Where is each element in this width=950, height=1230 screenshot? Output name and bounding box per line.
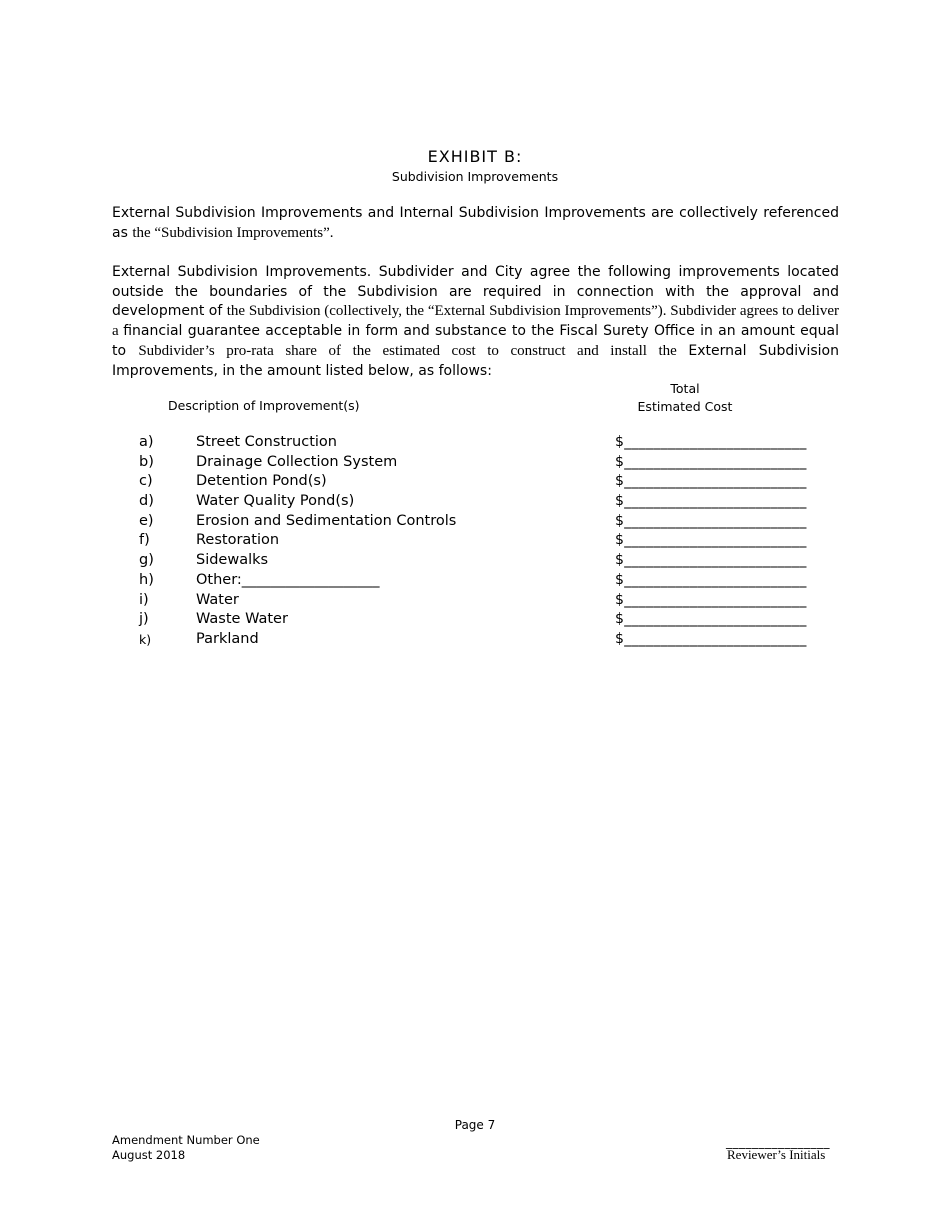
total-header-line2: Estimated Cost xyxy=(637,399,733,414)
item-letter: d) xyxy=(139,493,154,510)
item-description: Waste Water xyxy=(196,611,288,628)
item-description: Street Construction xyxy=(196,434,337,450)
cost-blank[interactable]: $_________________________ xyxy=(615,512,807,529)
intro-text: External Subdivision Improvements and Internal Subdivision Improvements are collectively referenced as xyxy=(112,205,839,241)
footer-date: August 2018 xyxy=(112,1148,186,1162)
item-description: Sidewalks xyxy=(196,552,269,569)
external-text-e: External Subdivision Improvements, in the amount listed below, as follows: xyxy=(112,342,839,379)
list-item xyxy=(0,531,950,551)
item-letter: c) xyxy=(139,473,153,490)
list-item xyxy=(0,433,950,453)
external-heading: External Subdivision Improvements. xyxy=(112,264,372,280)
item-letter: b) xyxy=(139,453,154,470)
cost-blank[interactable]: $_________________________ xyxy=(615,611,807,628)
external-improvements-paragraph xyxy=(112,263,839,381)
footer-amendment: Amendment Number One xyxy=(112,1133,260,1147)
external-text-d: Subdivider’s pro-rata share of the estimated cost to construct and install the xyxy=(138,342,689,359)
cost-blank[interactable]: $_________________________ xyxy=(615,571,807,588)
list-item xyxy=(0,492,950,512)
external-text-c: financial guarantee acceptable in form and substance to the Fiscal Surety Office in an amount equal to xyxy=(112,323,839,359)
cost-blank[interactable]: $_________________________ xyxy=(615,552,807,569)
item-letter: g) xyxy=(139,552,154,569)
item-description: Water xyxy=(196,591,239,608)
item-description: Water Quality Pond(s) xyxy=(196,493,355,510)
cost-blank[interactable]: $_________________________ xyxy=(615,630,807,647)
item-description: Erosion and Sedimentation Controls xyxy=(196,512,457,529)
cost-blank[interactable]: $_________________________ xyxy=(615,493,807,510)
page-number: Page 7 xyxy=(454,1118,496,1132)
item-letter: a) xyxy=(139,434,154,450)
exhibit-title: EXHIBIT B: xyxy=(427,147,523,166)
footer-document-info xyxy=(112,1133,260,1163)
external-text-b: the Subdivision (collectively, the “External Subdivision Improvements”). Subdivider agrees to deliver a xyxy=(112,303,840,340)
list-item xyxy=(0,571,950,591)
cost-blank[interactable]: $_________________________ xyxy=(615,434,807,450)
exhibit-subtitle: Subdivision Improvements xyxy=(391,169,559,184)
intro-text-serif: the “Subdivision Improvements”. xyxy=(132,224,334,241)
item-letter: j) xyxy=(139,611,149,628)
initials-blank[interactable]: ________________ xyxy=(726,1135,830,1149)
list-item xyxy=(0,453,950,473)
item-letter: k) xyxy=(139,631,152,647)
item-letter: e) xyxy=(139,512,154,529)
list-item xyxy=(0,512,950,532)
item-description[interactable]: Other:___________________ xyxy=(196,571,380,588)
cost-blank[interactable]: $_________________________ xyxy=(615,532,807,549)
cost-blank[interactable]: $_________________________ xyxy=(615,453,807,470)
external-text-a: Subdivider and City agree the following improvements located outside the boundaries of the Subdivision are required in connection with the approval and development of xyxy=(112,264,839,320)
list-item xyxy=(0,630,950,650)
cost-blank[interactable]: $_________________________ xyxy=(615,591,807,608)
cost-blank[interactable]: $_________________________ xyxy=(615,473,807,490)
list-item xyxy=(0,591,950,611)
total-cost-header xyxy=(610,380,760,416)
list-item xyxy=(0,610,950,630)
list-item xyxy=(0,472,950,492)
improvements-list xyxy=(0,433,950,650)
intro-paragraph xyxy=(112,204,839,243)
item-description: Detention Pond(s) xyxy=(196,473,327,490)
item-description: Parkland xyxy=(196,630,259,647)
item-description: Drainage Collection System xyxy=(196,453,398,470)
item-letter: h) xyxy=(139,571,154,588)
initials-label: Reviewer’s Initials xyxy=(727,1147,826,1162)
item-letter: f) xyxy=(139,532,150,549)
item-letter: i) xyxy=(139,591,149,608)
total-header-line1: Total xyxy=(670,381,700,396)
description-header: Description of Improvement(s) xyxy=(168,398,360,413)
list-item xyxy=(0,551,950,571)
item-description: Restoration xyxy=(196,532,280,549)
